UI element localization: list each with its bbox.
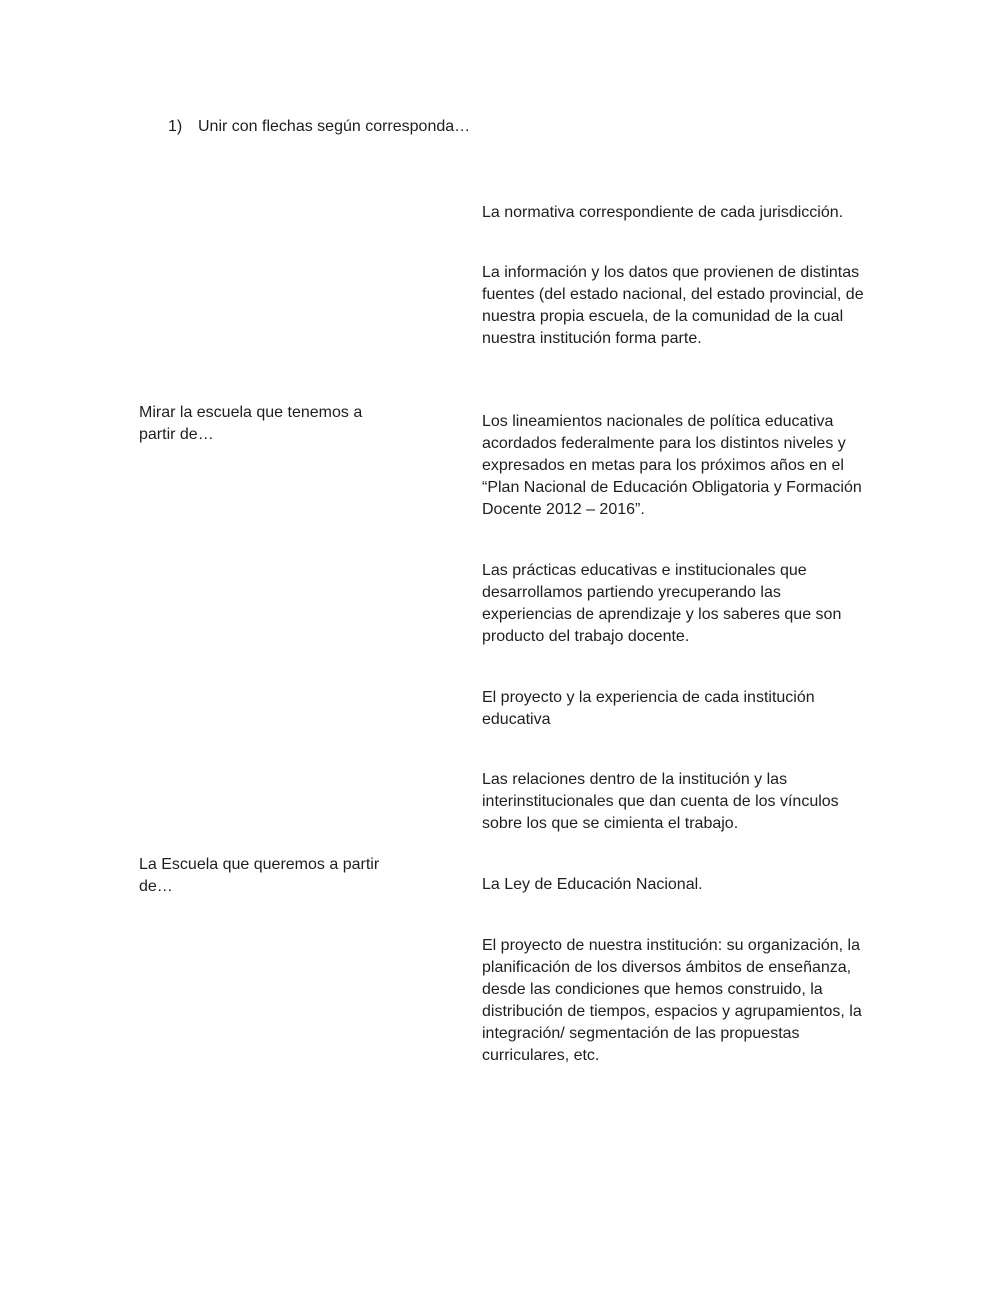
option-educational-practices[interactable]: Las prácticas educativas e institucionales que desarrollamos partiendo yrecuperando las experiencias de aprendizaje y los saberes que son producto del trabajo docente. (482, 562, 842, 645)
instruction-number: 1) (168, 118, 183, 135)
option-institution-project-organization[interactable]: El proyecto de nuestra institución: su organización, la planificación de los diversos ámbitos de enseñanza, desde las condiciones que hemos construido, la distribución de tiempos, espacios y agrupamientos, la integración/ segmentación de las propuestas curriculares, etc. (482, 937, 862, 1064)
option-jurisdiction-regulations[interactable]: La normativa correspondiente de cada jurisdicción. (482, 204, 844, 221)
instruction-text: Unir con flechas según corresponda… (198, 118, 471, 135)
instruction (168, 116, 668, 138)
prompt-current-school[interactable]: Mirar la escuela que tenemos a partir de… (139, 404, 363, 443)
prompt-desired-school[interactable]: La Escuela que queremos a partir de… (139, 856, 380, 895)
option-information-and-data[interactable]: La información y los datos que provienen de distintas fuentes (del estado nacional, del estado provincial, de nuestra propia escuela, de la comunidad de la cual nuestra institución forma parte. (482, 264, 864, 347)
option-national-guidelines[interactable]: Los lineamientos nacionales de política educativa acordados federalmente para los distintos niveles y expresados en metas para los próximos años en el “Plan Nacional de Educación Obligatoria y Formación Docente 2012 – 2016”. (482, 413, 862, 518)
option-national-education-law[interactable]: La Ley de Educación Nacional. (482, 876, 703, 893)
option-institution-project-experience[interactable]: El proyecto y la experiencia de cada institución educativa (482, 689, 815, 728)
option-institutional-relations[interactable]: Las relaciones dentro de la institución y las interinstitucionales que dan cuenta de los vínculos sobre los que se cimienta el trabajo. (482, 771, 839, 832)
